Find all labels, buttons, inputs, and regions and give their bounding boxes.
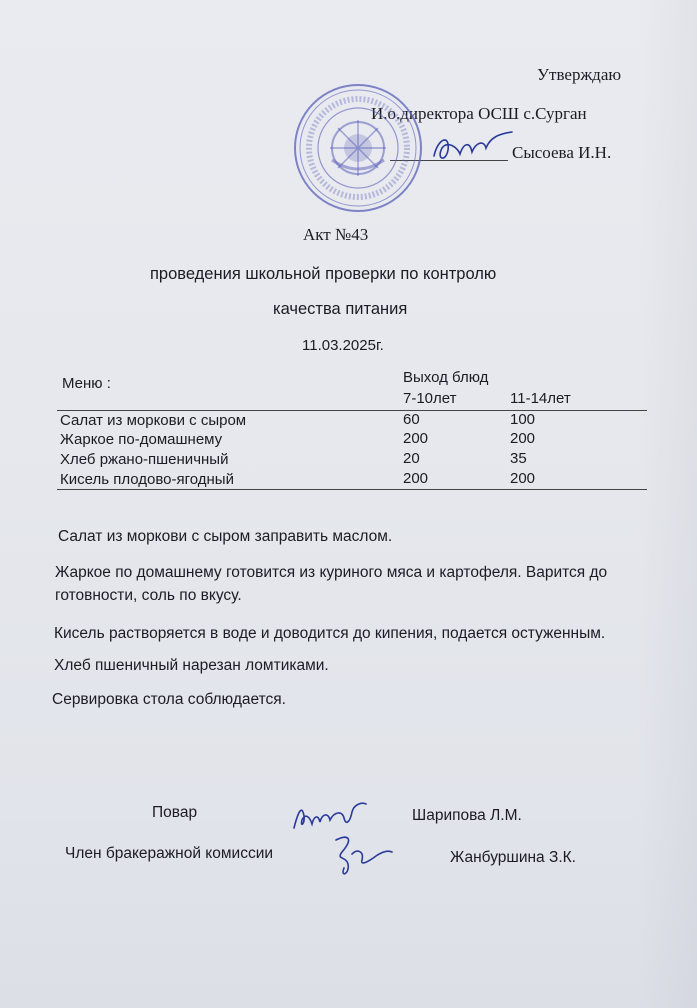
dish-portion-7-10: 200 — [403, 430, 429, 447]
dish-portion-11-14: 200 — [510, 470, 536, 487]
dish-name: Кисель плодово-ягодный — [60, 471, 234, 488]
age-column-7-10: 7-10лет — [403, 390, 457, 407]
age-column-11-14: 11-14лет — [510, 390, 571, 407]
dish-portion-11-14: 200 — [510, 430, 536, 447]
table-top-rule — [57, 410, 647, 411]
page-edge-shade — [637, 0, 697, 1008]
note-kissel: Кисель растворяется в воде и доводится до кипения, подается остуженным. — [54, 625, 606, 642]
approver-position: И.о.директора ОСШ с.Сурган — [371, 104, 587, 123]
official-stamp — [292, 82, 424, 214]
approve-label: Утверждаю — [537, 65, 622, 84]
note-bread: Хлеб пшеничный нарезан ломтиками. — [54, 657, 329, 674]
table-bottom-rule — [57, 489, 647, 490]
note-salad: Салат из моркови с сыром заправить маслом. — [58, 528, 393, 545]
dish-portion-7-10: 20 — [403, 450, 420, 467]
note-serving: Сервировка стола соблюдается. — [52, 691, 286, 708]
approver-name: Сысоева И.Н. — [512, 143, 612, 162]
note-roast-line1: Жаркое по домашнему готовится из куриного мяса и картофеля. Варится до — [55, 564, 608, 581]
dish-portion-11-14: 35 — [510, 450, 527, 467]
commission-signature — [328, 830, 398, 880]
approver-signature — [428, 128, 518, 168]
dish-portion-7-10: 60 — [403, 411, 420, 428]
act-title-line1: проведения школьной проверки по контролю — [150, 265, 497, 283]
note-roast-line2: готовности, соль по вкусу. — [55, 587, 242, 604]
dish-name: Салат из моркови с сыром — [60, 412, 247, 429]
act-date: 11.03.2025г. — [302, 337, 384, 354]
dish-portion-7-10: 200 — [403, 470, 429, 487]
commission-role: Член бракеражной комиссии — [65, 845, 274, 862]
act-title-line2: качества питания — [273, 300, 408, 318]
dish-name: Хлеб ржано-пшеничный — [60, 451, 229, 468]
commission-name: Жанбуршина З.К. — [450, 849, 576, 866]
cook-role: Повар — [152, 804, 198, 821]
act-number: Акт №43 — [303, 225, 369, 244]
dish-name: Жаркое по-домашнему — [60, 431, 223, 448]
cook-name: Шарипова Л.М. — [412, 807, 522, 824]
dish-portion-11-14: 100 — [510, 411, 536, 428]
menu-label: Меню : — [62, 375, 111, 392]
output-header: Выход блюд — [403, 369, 489, 386]
